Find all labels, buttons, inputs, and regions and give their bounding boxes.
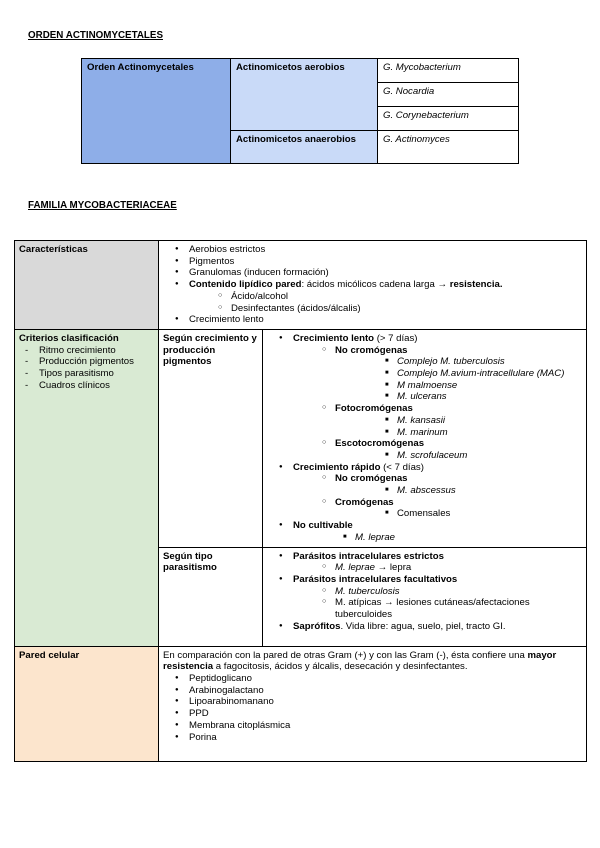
list-item: ■ M malmoense: [335, 380, 582, 392]
list-item: ○ M. tuberculosis: [293, 586, 582, 598]
cell-caracteristicas: [159, 241, 587, 330]
list-item: ○ Cromógenas ■ Comensales: [293, 497, 582, 520]
list-item: ● Crecimiento lento (> 7 días) ○ No cromógenas ■ Complejo M. tuberculosis ■ Complejo M.avium-intracellulare (MAC) ■ M malmoense ■ M. ulcerans ○ Fotocromógenas ■ M. kansasii ■ M. marinum ○ Escotocromógenas ■ M. scrofulaceum: [267, 333, 582, 462]
list-item: ● Parásitos intracelulares estrictos ○ M. leprae → lepra: [267, 551, 582, 574]
list-item: ■ M. scrofulaceum: [335, 450, 582, 462]
cell-orden: Orden Actinomycetales: [82, 59, 231, 164]
cell-caracteristicas-title: Características: [15, 241, 159, 330]
cell-anaerobios: Actinomicetos anaerobios: [231, 131, 378, 164]
list-item: ○ No cromógenas ■ M. abscessus: [293, 473, 582, 496]
list-item: - Cuadros clínicos: [19, 380, 154, 392]
list-item: ■ M. kansasii: [335, 415, 582, 427]
list-item: ■ M. marinum: [335, 427, 582, 439]
heading-orden: ORDEN ACTINOMYCETALES: [28, 30, 163, 41]
list-item: - Producción pigmentos: [19, 356, 154, 368]
heading-familia: FAMILIA MYCOBACTERIACEAE: [28, 200, 177, 211]
cell-genus2: G. Nocardia: [378, 83, 519, 107]
list-item: ● Peptidoglicano: [163, 673, 582, 685]
cell-criterios-title: Criterios clasificación - Ritmo crecimiento - Producción pigmentos - Tipos parasitismo - Cuadros clínicos: [15, 329, 159, 646]
list-item: ● Arabinogalactano: [163, 685, 582, 697]
list-item: ■ M. ulcerans: [335, 391, 582, 403]
cell-pared-title: Pared celular: [15, 646, 159, 761]
cell-parasitismo: [263, 547, 587, 646]
list-item: ○ M. leprae → lepra: [293, 562, 582, 574]
list-item: ● Aerobios estrictos: [163, 244, 582, 256]
list-item: ○ Escotocromógenas ■ M. scrofulaceum: [293, 438, 582, 461]
list-item: ■ Comensales: [335, 508, 582, 520]
list-item: ○ Desinfectantes (ácidos/álcalis): [189, 303, 582, 315]
list-item: ■ M. abscessus: [335, 485, 582, 497]
cell-crecimiento-title: Según crecimiento y producción pigmentos: [159, 329, 263, 547]
table-orden: [81, 58, 519, 164]
list-item: ○ M. atípicas → lesiones cutáneas/afectaciones tuberculoides: [293, 597, 582, 620]
list-item: ● Granulomas (inducen formación): [163, 267, 582, 279]
list-item: ● Crecimiento lento: [163, 314, 582, 326]
list-item: ■ Complejo M.avium-intracellulare (MAC): [335, 368, 582, 380]
cell-crecimiento: [263, 329, 587, 547]
list-item: ● Saprófitos. Vida libre: agua, suelo, piel, tracto GI.: [267, 621, 582, 633]
list-item: ● Pigmentos: [163, 256, 582, 268]
list-item: ● Porina: [163, 732, 582, 744]
list-item: ■ Complejo M. tuberculosis: [335, 356, 582, 368]
list-item: ● PPD: [163, 708, 582, 720]
cell-aerobios: Actinomicetos aerobios: [231, 59, 378, 131]
cell-genus1: G. Mycobacterium: [378, 59, 519, 83]
list-item: ● Lipoarabinomanano: [163, 696, 582, 708]
list-item: - Tipos parasitismo: [19, 368, 154, 380]
list-item: ● No cultivable ■ M. leprae: [267, 520, 582, 543]
table-familia: [14, 240, 587, 762]
pared-intro: En comparación con la pared de otras Gram (+) y con las Gram (-), ésta confiere una mayor resistencia a fagocitosis, ácidos y álcalis, desecación y desinfectantes.: [163, 649, 557, 673]
list-item: ■ M. leprae: [293, 532, 582, 544]
cell-genus3: G. Corynebacterium: [378, 107, 519, 131]
cell-pared: [159, 646, 587, 761]
list-item: ● Contenido lipídico pared: ácidos micólicos cadena larga → resistencia. ○ Ácido/alcohol ○ Desinfectantes (ácidos/álcalis): [163, 279, 582, 314]
list-item: ● Crecimiento rápido (< 7 días) ○ No cromógenas ■ M. abscessus ○ Cromógenas ■ Comensales: [267, 462, 582, 521]
cell-parasitismo-title: Según tipo parasitismo: [159, 547, 263, 646]
list-item: ○ Fotocromógenas ■ M. kansasii ■ M. marinum: [293, 403, 582, 438]
list-item: ● Parásitos intracelulares facultativos ○ M. tuberculosis ○ M. atípicas → lesiones cutáneas/afectaciones tuberculoides: [267, 574, 582, 621]
cell-genus4: G. Actinomyces: [378, 131, 519, 164]
list-item: - Ritmo crecimiento: [19, 345, 154, 357]
list-item: ● Membrana citoplásmica: [163, 720, 582, 732]
list-item: ○ No cromógenas ■ Complejo M. tuberculosis ■ Complejo M.avium-intracellulare (MAC) ■ M malmoense ■ M. ulcerans: [293, 345, 582, 404]
list-item: ○ Ácido/alcohol: [189, 291, 582, 303]
